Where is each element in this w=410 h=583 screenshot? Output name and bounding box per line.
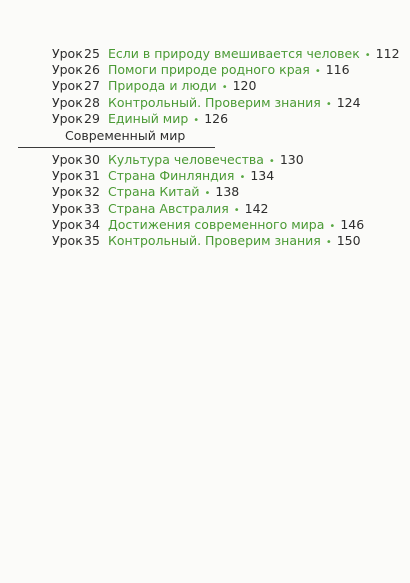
bullet-dot-icon: • <box>221 82 228 94</box>
lesson-title: Помоги природе родного края <box>108 62 310 78</box>
section-title: Современный мир <box>65 128 186 143</box>
lesson-title: Если в природу вмешивается человек <box>108 46 360 61</box>
toc-list-bottom <box>52 152 402 249</box>
lesson-page: 146 <box>340 216 365 232</box>
toc-row[interactable] <box>52 201 402 217</box>
lesson-title: Контрольный. Проверим знания <box>108 232 321 248</box>
lesson-number: 28 <box>84 94 100 110</box>
toc-row[interactable] <box>52 217 402 233</box>
lesson-title: Достижения современного мира <box>108 216 325 232</box>
lesson-label: Урок <box>52 46 83 61</box>
lesson-number: 27 <box>84 78 100 94</box>
bullet-dot-icon: • <box>325 236 332 248</box>
toc-row[interactable] <box>52 152 402 168</box>
bullet-dot-icon: • <box>204 188 211 200</box>
lesson-title: Страна Финляндия <box>108 168 235 184</box>
lesson-number: 33 <box>84 200 100 216</box>
lesson-label: Урок <box>52 110 83 126</box>
lesson-number: 29 <box>84 110 100 126</box>
bullet-dot-icon: • <box>268 156 275 167</box>
bullet-dot-icon: • <box>233 204 240 216</box>
lesson-page: 142 <box>244 200 269 216</box>
lesson-page: 126 <box>204 110 229 126</box>
lesson-number: 26 <box>84 62 100 78</box>
lesson-page: 150 <box>336 232 361 248</box>
lesson-title: Страна Китай <box>108 184 200 200</box>
section-divider <box>18 147 215 148</box>
toc-row[interactable] <box>52 168 402 184</box>
lesson-label: Урок <box>52 152 83 167</box>
toc-row[interactable] <box>52 78 402 94</box>
lesson-page: 130 <box>279 152 304 167</box>
lesson-title: Контрольный. Проверим знания <box>108 94 321 110</box>
lesson-page: 116 <box>325 62 350 78</box>
toc-list-top <box>52 46 402 127</box>
bullet-dot-icon: • <box>314 66 321 78</box>
lesson-label: Урок <box>52 62 83 78</box>
bullet-dot-icon: • <box>325 98 332 110</box>
lesson-page: 124 <box>336 94 361 110</box>
lesson-number: 25 <box>84 46 100 61</box>
section-header <box>18 128 218 148</box>
lesson-label: Урок <box>52 168 83 184</box>
lesson-label: Урок <box>52 78 83 94</box>
bullet-dot-icon: • <box>329 220 336 232</box>
lesson-title: Природа и люди <box>108 78 217 94</box>
toc-row[interactable] <box>52 233 402 249</box>
bullet-dot-icon: • <box>364 50 371 61</box>
lesson-number: 35 <box>84 232 100 248</box>
lesson-number: 31 <box>84 168 100 184</box>
lesson-label: Урок <box>52 94 83 110</box>
toc-row[interactable] <box>52 184 402 200</box>
lesson-page: 120 <box>232 78 257 94</box>
lesson-number: 30 <box>84 152 100 167</box>
lesson-label: Урок <box>52 184 83 200</box>
bullet-dot-icon: • <box>193 114 200 126</box>
lesson-title: Единый мир <box>108 110 189 126</box>
lesson-page: 112 <box>375 46 400 61</box>
toc-row[interactable] <box>52 95 402 111</box>
toc-row[interactable] <box>52 111 402 127</box>
lesson-title: Культура человечества <box>108 152 264 167</box>
lesson-page: 134 <box>250 168 275 184</box>
lesson-title: Страна Австралия <box>108 200 229 216</box>
bullet-dot-icon: • <box>239 172 246 184</box>
toc-row[interactable] <box>52 62 402 78</box>
lesson-label: Урок <box>52 216 83 232</box>
toc-row[interactable] <box>52 46 402 62</box>
lesson-label: Урок <box>52 200 83 216</box>
lesson-label: Урок <box>52 232 83 248</box>
lesson-number: 34 <box>84 216 100 232</box>
lesson-number: 32 <box>84 184 100 200</box>
lesson-page: 138 <box>215 184 240 200</box>
